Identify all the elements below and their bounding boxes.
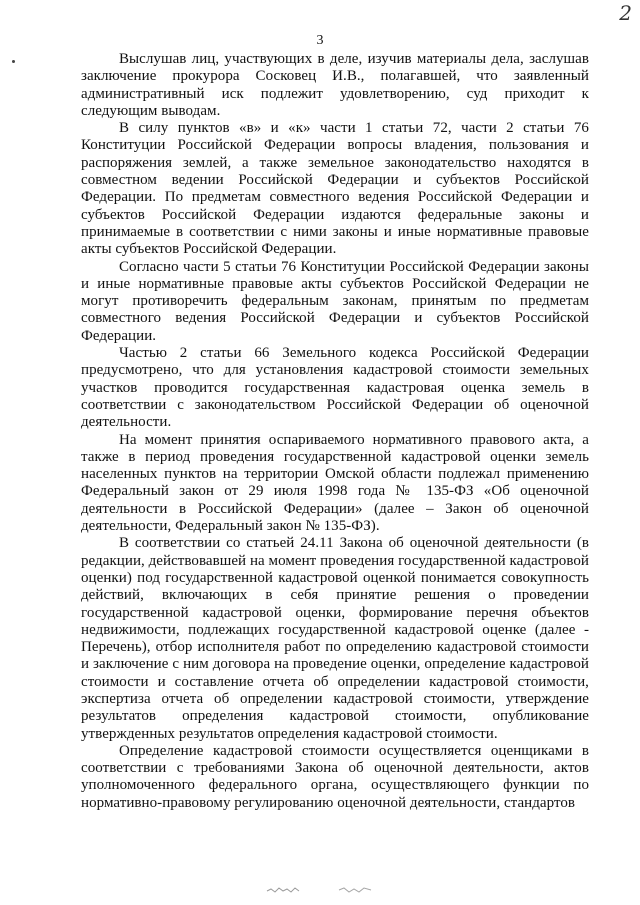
paragraph-5: На момент принятия оспариваемого нормативного правового акта, а также в период проведения государственной кадастровой оценки земель населенных пунктов на территории Омской области подлежал применению Федеральный закон от 29 июля 1998 года № 135-ФЗ «Об оценочной деятельности в Российской Федерации» (далее – Закон об оценочной деятельности, Федеральный закон № 135-ФЗ). <box>81 431 589 535</box>
paragraph-4: Частью 2 статьи 66 Земельного кодекса Российской Федерации предусмотрено, что для установления кадастровой стоимости земельных участков проводится государственная кадастровая оценка земель в соответствии с законодательством Российской Федерации об оценочной деятельности. <box>81 345 589 431</box>
paragraph-2: В силу пунктов «в» и «к» части 1 статьи 72, части 2 статьи 76 Конституции Российской Федерации вопросы владения, пользования и распоряжения землей, а также земельное законодательство находятся в совместном ведении Российской Федерации и субъектов Российской Федерации. По предметам совместного ведения Российской Федерации и субъектов Российской Федерации издаются федеральные законы и принимаемые в соответствии с ними законы и иные нормативные правовые акты субъектов Российской Федерации. <box>81 120 589 258</box>
paragraph-1: Выслушав лиц, участвующих в деле, изучив материалы дела, заслушав заключение прокурора Сосковец И.В., полагавшей, что заявленный административный иск подлежит удовлетворению, суд приходит к следующим выводам. <box>81 51 589 119</box>
scan-dot <box>12 60 15 63</box>
handwritten-sheet-number: 2 <box>619 1 632 25</box>
paragraph-6: В соответствии со статьей 24.11 Закона об оценочной деятельности (в редакции, действовавшей на момент проведения государственной кадастровой оценки) под государственной кадастровой оценкой понимается совокупность действий, включающих в себя принятие решения о проведении государственной кадастровой оценки, формирование перечня объектов недвижимости, подлежащих государственной кадастровой оценке (далее - Перечень), отбор исполнителя работ по определению кадастровой стоимости и заключение с ним договора на проведение оценки, определение кадастровой стоимости и составление отчета об определении кадастровой стоимости, экспертиза отчета об определении кадастровой стоимости, утверждение результатов определения кадастровой стоимости, опубликование утвержденных результатов определения кадастровой стоимости. <box>81 535 590 742</box>
paragraph-7: Определение кадастровой стоимости осуществляется оценщиками в соответствии с требованиями Закона об оценочной деятельности, актов уполномоченного федерального органа, осуществляющего функции по нормативно-правовому регулированию оценочной деятельности, стандартов <box>81 742 589 811</box>
stamp-fragment-left <box>266 886 300 894</box>
paragraph-3: Согласно части 5 статьи 76 Конституции Российской Федерации законы и иные нормативные правовые акты субъектов Российской Федерации не могут противоречить федеральным законам, принятым по предметам совместного ведения Российской Федерации и субъектов Российской Федерации. <box>81 258 589 344</box>
stamp-fragment-right <box>338 886 372 894</box>
page-number: 3 <box>316 33 324 48</box>
document-body <box>81 51 589 812</box>
